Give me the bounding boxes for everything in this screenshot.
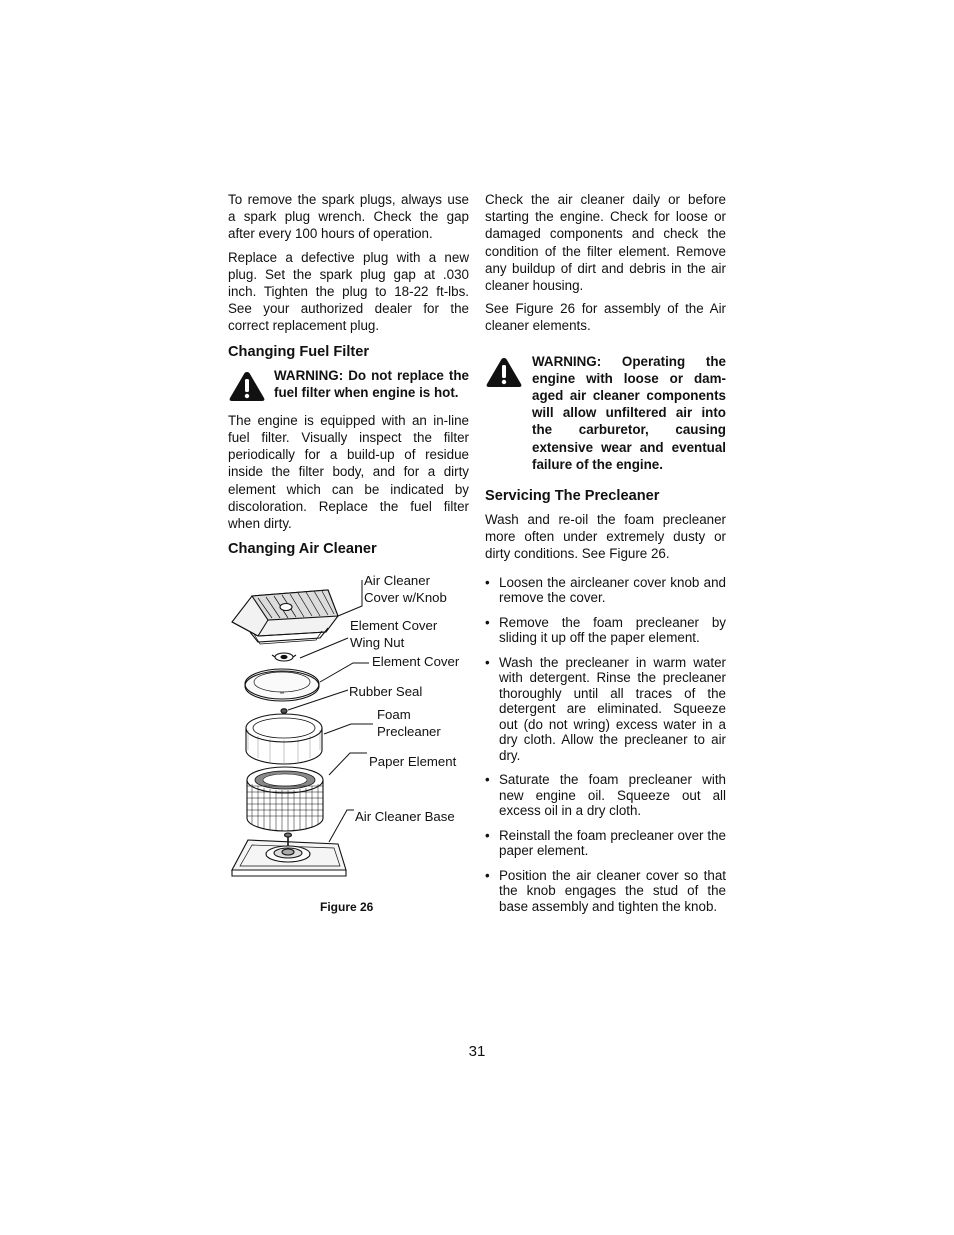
list-item: • Position the air cleaner cover so that the knob engages the stud of the base assembly and tighten the knob.	[485, 868, 726, 915]
air-cleaner-warning-text: WARNING: Operating the engine with loose or dam-aged air cleaner components will allow unfiltered air into the carburetor, causing extensive wear and eventual failure of the engine.	[532, 353, 726, 472]
figure-caption: Figure 26	[320, 900, 374, 915]
element-cover-drawing	[245, 669, 319, 701]
air-cleaner-base-drawing	[232, 833, 346, 876]
check-air-cleaner-paragraph: Check the air cleaner daily or before starting the engine. Check for loose or damaged components and check the condition of the filter element. Remove any buildup of dirt and debris in the air cleaner housing.	[485, 192, 726, 294]
spark-plug-paragraph-2: Replace a defective plug with a new plug. Set the spark plug gap at .030 inch. Tighten the plug to 18-22 ft-lbs. See your authorized dealer for the correct replacement plug.	[228, 249, 469, 334]
cover-drawing	[232, 590, 338, 644]
callout-foam-precleaner	[377, 707, 441, 741]
left-column	[228, 191, 469, 915]
fuel-filter-paragraph: The engine is equipped with an in-line fuel filter. Visually inspect the filter periodically for a build-up of residue inside the filter body, and for a dirty element which can be indicated by discoloration. Replace the fuel filter when dirty.	[228, 412, 469, 532]
precleaner-heading: Servicing The Precleaner	[485, 488, 660, 505]
air-cleaner-warning	[485, 353, 726, 473]
figure-26	[228, 570, 469, 915]
list-item: • Loosen the aircleaner cover knob and remove the cover.	[485, 575, 726, 606]
fuel-filter-warning-text: WARNING: Do not replace the fuel filter when engine is hot.	[274, 367, 469, 400]
fuel-filter-heading: Changing Fuel Filter	[228, 343, 370, 360]
callout-rubber-seal	[349, 684, 422, 701]
wing-nut-drawing	[272, 653, 296, 661]
callout-wing-nut	[350, 618, 437, 652]
callout-paper-element	[369, 754, 456, 771]
callout-wing-nut-label: Element Cover Wing Nut	[350, 618, 438, 651]
air-cleaner-heading: Changing Air Cleaner	[228, 541, 377, 558]
fuel-filter-warning	[228, 367, 469, 406]
foam-precleaner-drawing	[246, 714, 322, 764]
precleaner-paragraph: Wash and re-oil the foam precleaner more often under extremely dusty or dirty conditions. See Figure 26.	[485, 512, 726, 562]
callout-element-cover-label: Element Cover	[372, 654, 460, 670]
list-item: • Saturate the foam precleaner with new engine oil. Squeeze out all excess oil in a dry cloth.	[485, 772, 726, 819]
page-number: 31	[468, 1043, 486, 1060]
precleaner-steps	[485, 575, 726, 915]
callout-element-cover	[372, 654, 459, 671]
paper-element-drawing	[247, 767, 323, 831]
list-item: • Wash the precleaner in warm water with detergent. Rinse the precleaner thoroughly until all traces of the detergent are eliminated. Squeeze out (do not wring) excess water in a dry cloth. Allow the precleaner to air dry.	[485, 655, 726, 764]
see-figure-paragraph: See Figure 26 for assembly of the Air cleaner elements.	[485, 301, 726, 334]
spark-plug-paragraph-1: To remove the spark plugs, always use a spark plug wrench. Check the gap after every 100 hours of operation.	[228, 192, 469, 242]
callout-paper-element-label: Paper Element	[369, 754, 457, 770]
callout-cover	[364, 573, 447, 607]
callout-foam-precleaner-label: Foam Precleaner	[377, 707, 441, 740]
list-item: • Remove the foam precleaner by sliding it up off the paper element.	[485, 615, 726, 646]
right-column	[485, 191, 726, 914]
callout-air-cleaner-base-label: Air Cleaner Base	[355, 809, 455, 825]
callout-rubber-seal-label: Rubber Seal	[349, 684, 423, 700]
callout-air-cleaner-base	[355, 809, 455, 826]
list-item: • Reinstall the foam precleaner over the paper element.	[485, 828, 726, 859]
warning-triangle-icon	[485, 353, 532, 392]
warning-triangle-icon	[228, 367, 274, 406]
callout-cover-label: Air Cleaner Cover w/Knob	[364, 573, 447, 606]
rubber-seal-drawing	[281, 709, 287, 714]
